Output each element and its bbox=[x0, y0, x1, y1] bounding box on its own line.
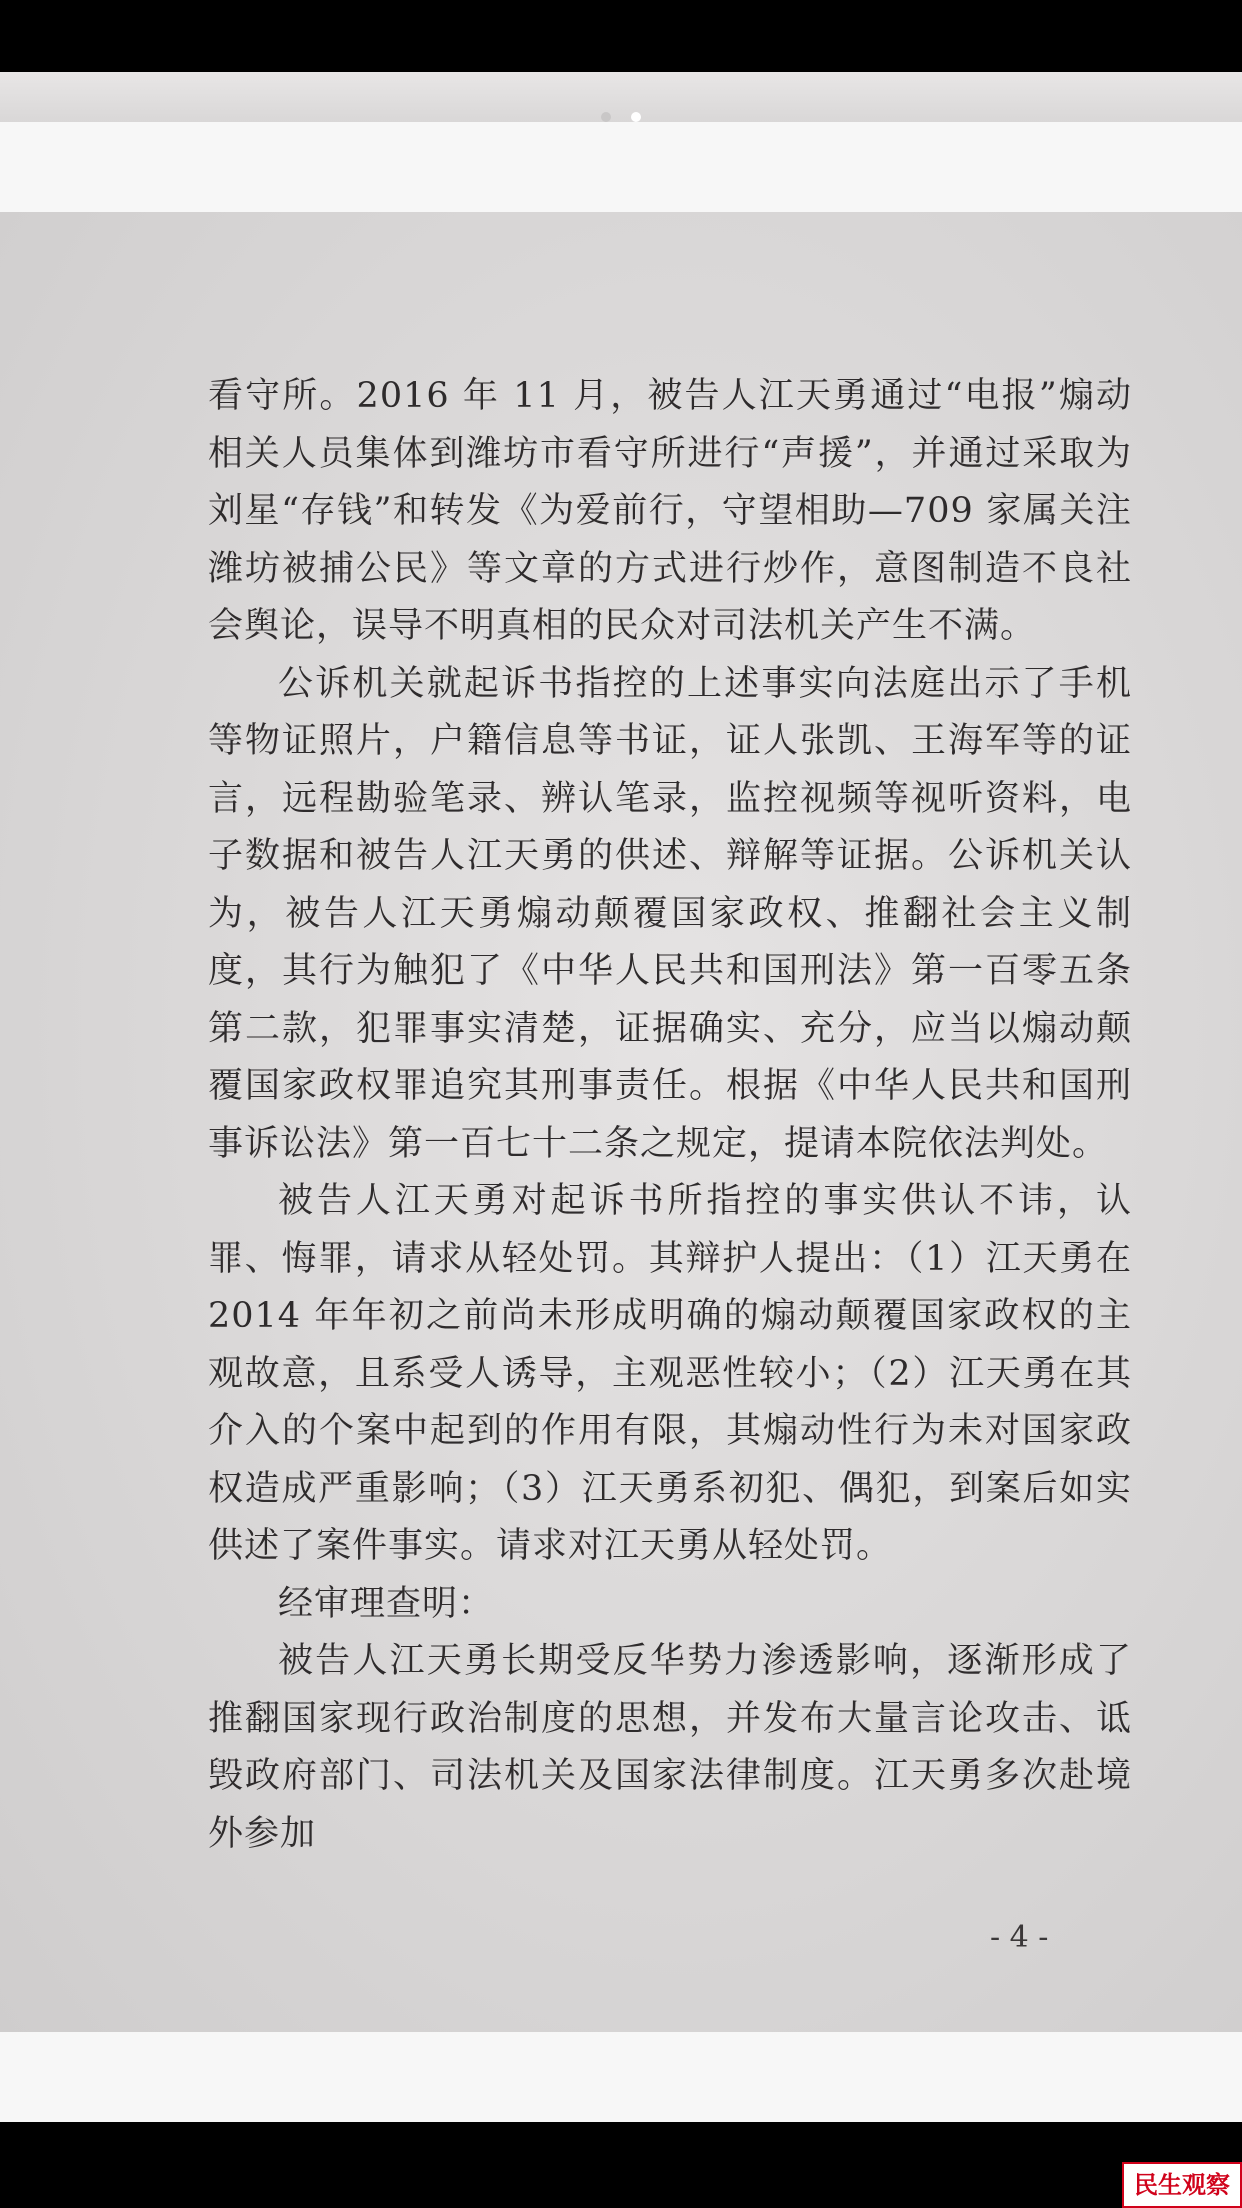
page-number: - 4 - bbox=[990, 1920, 1049, 1955]
page-dot-1[interactable] bbox=[601, 112, 611, 122]
paragraph-2: 公诉机关就起诉书指控的上述事实向法庭出示了手机等物证照片，户籍信息等书证，证人张凯、王海军等的证言，远程勘验笔录、辨认笔录，监控视频等视听资料，电子数据和被告人江天勇的供述、辩解等证据。公诉机关认为，被告人江天勇煽动颠覆国家政权、推翻社会主义制度，其行为触犯了《中华人民共和国刑法》第一百零五条第二款，犯罪事实清楚，证据确实、充分，应当以煽动颠覆国家政权罪追究其刑事责任。根据《中华人民共和国刑事诉讼法》第一百七十二条之规定，提请本院依法判处。 bbox=[208, 663, 1132, 1164]
paragraph-3: 被告人江天勇对起诉书所指控的事实供认不讳，认罪、悔罪，请求从轻处罚。其辩护人提出：（1）江天勇在 2014 年年初之前尚未形成明确的煽动颠覆国家政权的主观故意，且系受人诱导，主观恶性较小；（2）江天勇在其介入的个案中起到的作用有限，其煽动性行为未对国家政权造成严重影响；（3）江天勇系初犯、偶犯，到案后如实供述了案件事实。请求对江天勇从轻处罚。 bbox=[208, 1181, 1132, 1566]
watermark-label: 民生观察 bbox=[1122, 2162, 1242, 2208]
paragraph-4: 经审理查明： bbox=[278, 1583, 495, 1624]
top-black-bar bbox=[0, 0, 1242, 72]
bottom-black-bar bbox=[0, 2130, 1242, 2208]
page-indicator bbox=[0, 107, 1242, 121]
paragraph-1: 看守所。2016 年 11 月，被告人江天勇通过“电报”煽动相关人员集体到潍坊市看守所进行“声援”，并通过采取为刘星“存钱”和转发《为爱前行，守望相助—709 家属关注潍坊被捕公民》等文章的方式进行炒作，意图制造不良社会舆论，误导不明真相的民众对司法机关产生不满。 bbox=[208, 376, 1132, 646]
document-body bbox=[208, 368, 1132, 1863]
paragraph-5: 被告人江天勇长期受反华势力渗透影响，逐渐形成了推翻国家现行政治制度的思想，并发布大量言论攻击、诋毁政府部门、司法机关及国家法律制度。江天勇多次赴境外参加 bbox=[208, 1641, 1132, 1854]
page-dot-2[interactable] bbox=[631, 112, 641, 122]
